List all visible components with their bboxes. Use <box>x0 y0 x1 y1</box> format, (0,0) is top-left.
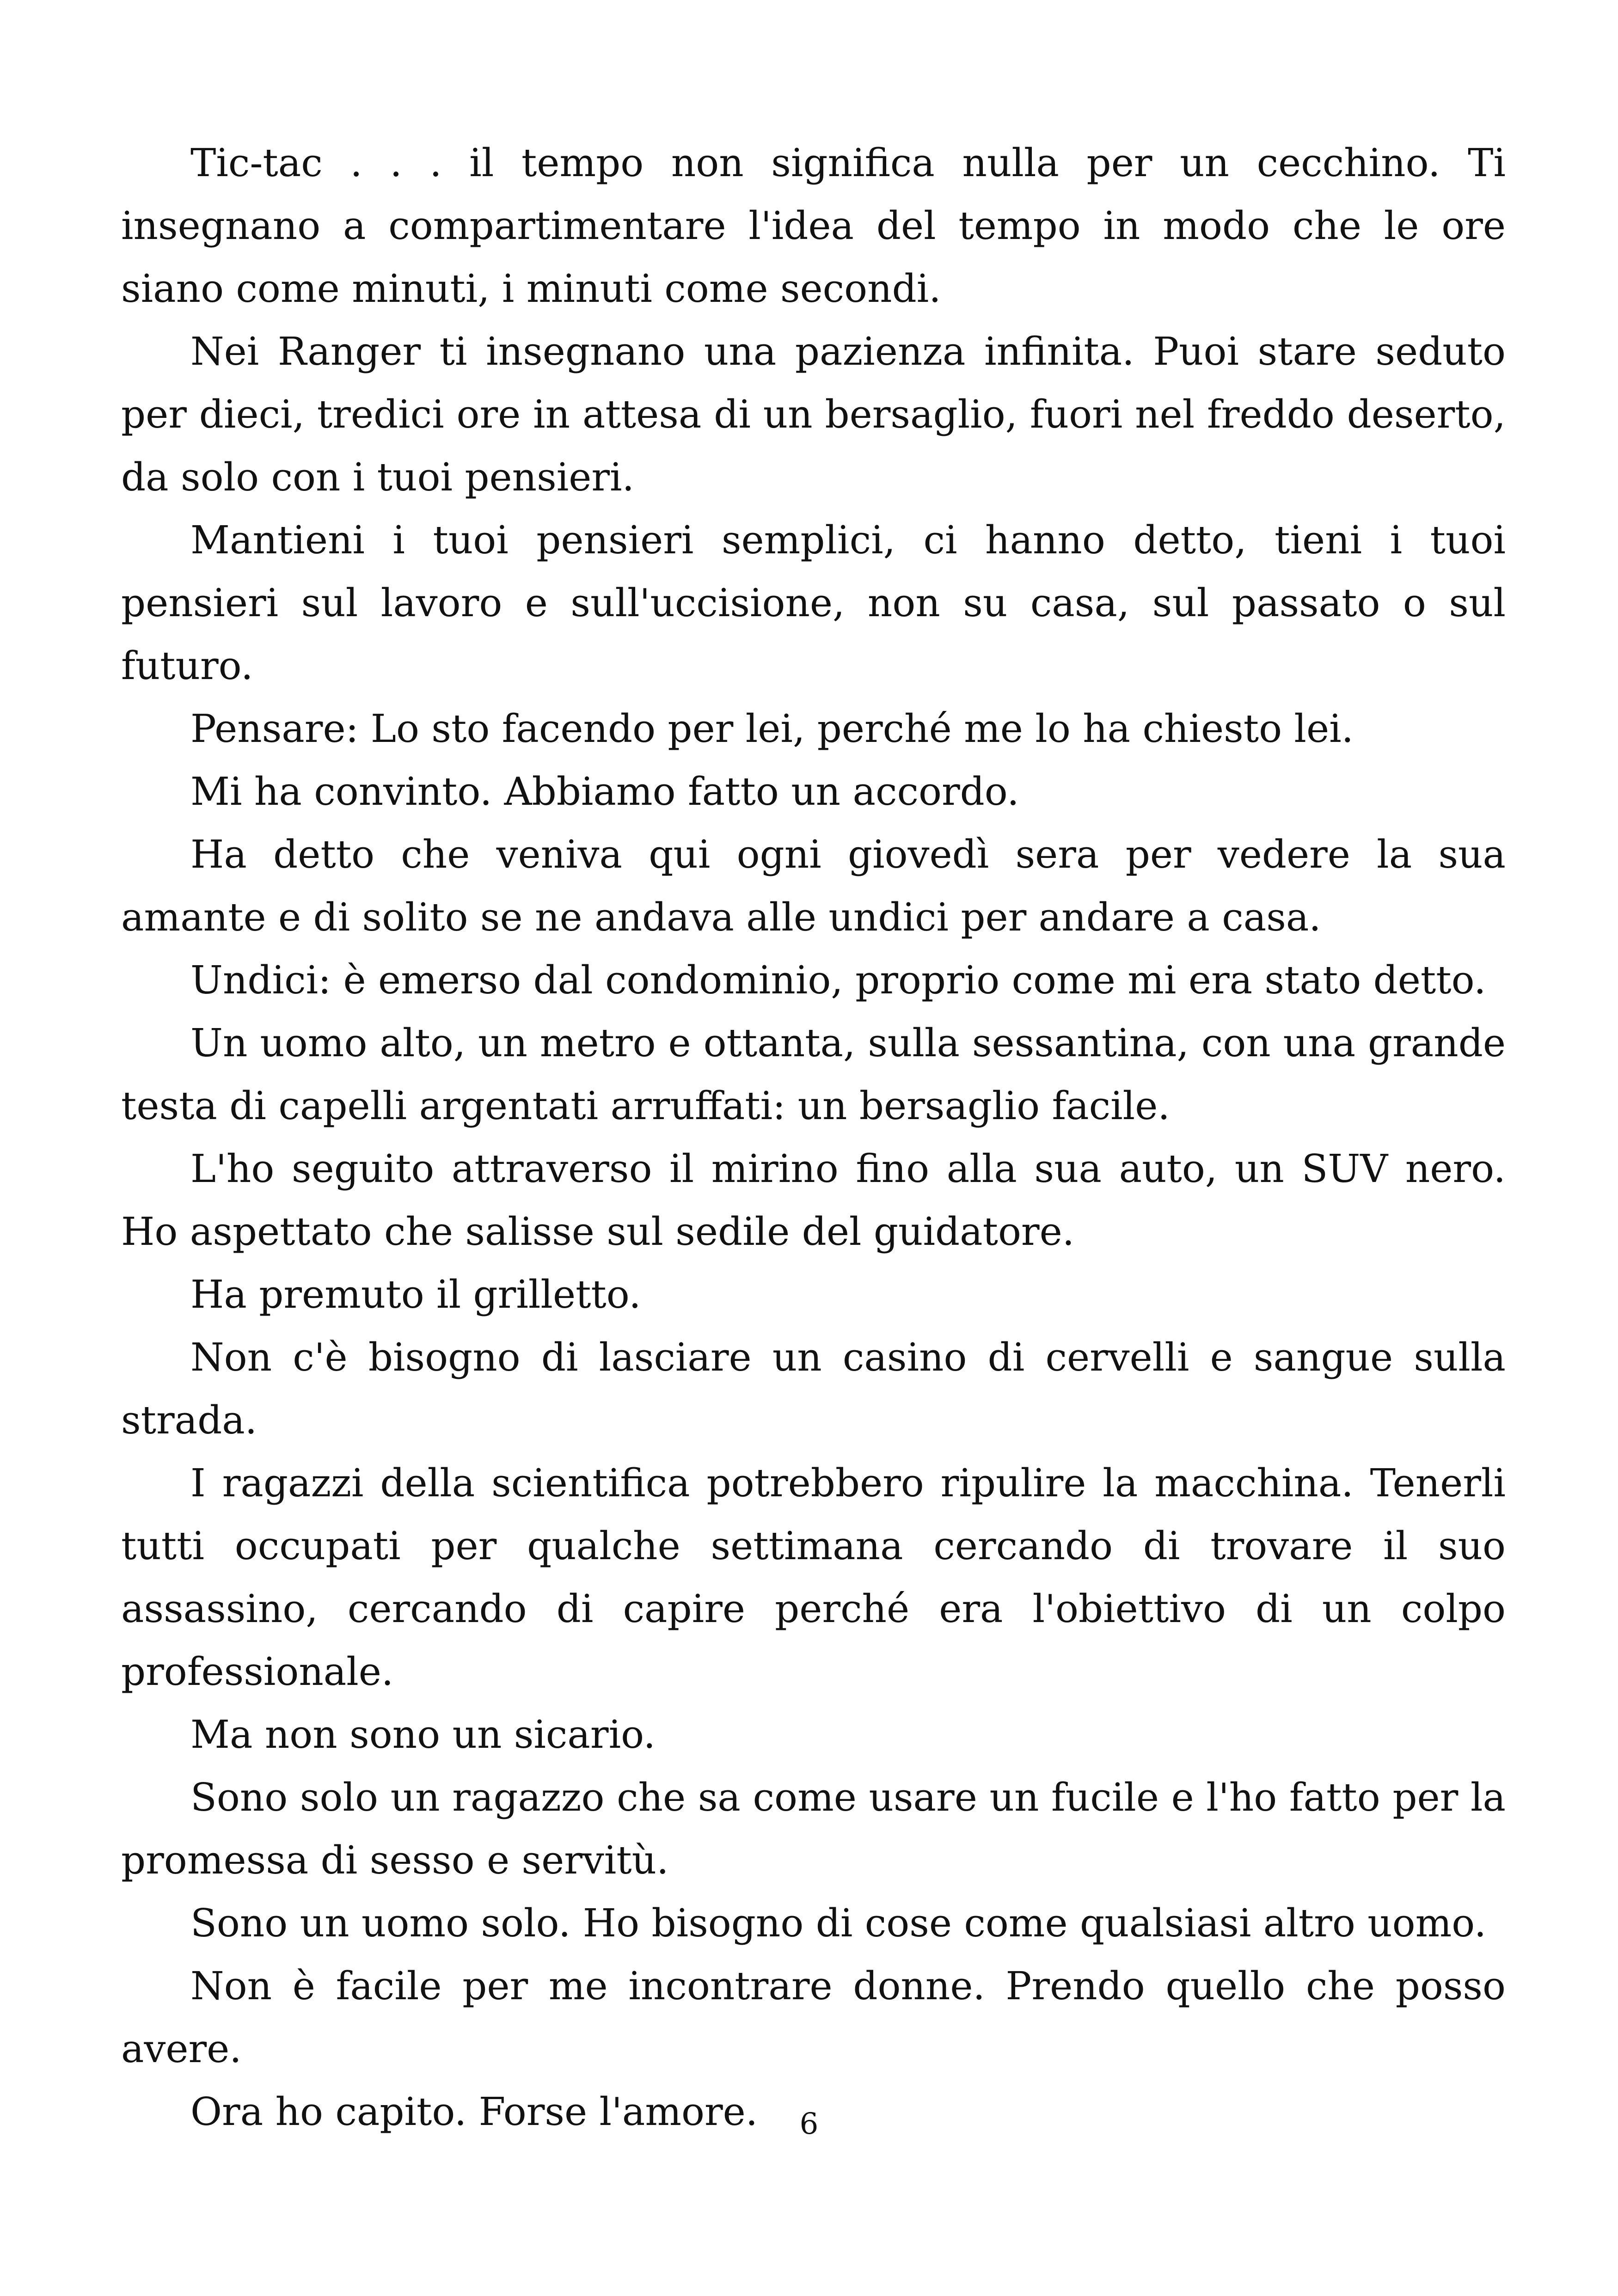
paragraph: Mi ha convinto. Abbiamo fatto un accordo. <box>190 769 1019 814</box>
paragraph: Non c'è bisogno di lasciare un casino di cervelli e sangue sulla strada. <box>121 1335 1506 1443</box>
paragraph: Sono solo un ragazzo che sa come usare un fucile e l'ho fatto per la promessa di sesso e servitù. <box>121 1775 1506 1883</box>
paragraph: Un uomo alto, un metro e ottanta, sulla sessantina, con una grande testa di capelli argentati arruffati: un bersaglio facile. <box>121 1021 1506 1128</box>
paragraph: Nei Ranger ti insegnano una pazienza infinita. Puoi stare seduto per dieci, tredici ore in attesa di un bersaglio, fuori nel freddo deserto, da solo con i tuoi pensieri. <box>121 329 1506 500</box>
paragraph: I ragazzi della scientifica potrebbero ripulire la macchina. Tenerli tutti occupati per qualche settimana cercando di trovare il suo assassino, cercando di capire perché era l'obiettivo di un colpo professionale. <box>121 1461 1506 1694</box>
paragraph: Mantieni i tuoi pensieri semplici, ci hanno detto, tieni i tuoi pensieri sul lavoro e sull'uccisione, non su casa, sul passato o sul futuro. <box>121 518 1506 688</box>
paragraph: Undici: è emerso dal condominio, proprio come mi era stato detto. <box>190 958 1486 1003</box>
paragraph: L'ho seguito attraverso il mirino fino alla sua auto, un SUV nero. Ho aspettato che salisse sul sedile del guidatore. <box>121 1146 1506 1254</box>
paragraph: Ora ho capito. Forse l'amore. <box>190 2089 758 2134</box>
paragraph: Pensare: Lo sto facendo per lei, perché me lo ha chiesto lei. <box>190 706 1354 751</box>
paragraph: Ha detto che veniva qui ogni giovedì sera per vedere la sua amante e di solito se ne andava alle undici per andare a casa. <box>121 832 1506 940</box>
paragraph: Ma non sono un sicario. <box>190 1712 656 1757</box>
page-number: 6 <box>799 2107 819 2141</box>
page-body <box>121 132 1506 2143</box>
paragraph: Sono un uomo solo. Ho bisogno di cose come qualsiasi altro uomo. <box>190 1901 1487 1946</box>
paragraph: Non è facile per me incontrare donne. Prendo quello che posso avere. <box>121 1964 1506 2071</box>
paragraph: Ha premuto il grilletto. <box>190 1272 641 1317</box>
paragraph: Tic-tac . . . il tempo non significa nulla per un cecchino. Ti insegnano a compartimentare l'idea del tempo in modo che le ore siano come minuti, i minuti come secondi. <box>121 141 1506 311</box>
